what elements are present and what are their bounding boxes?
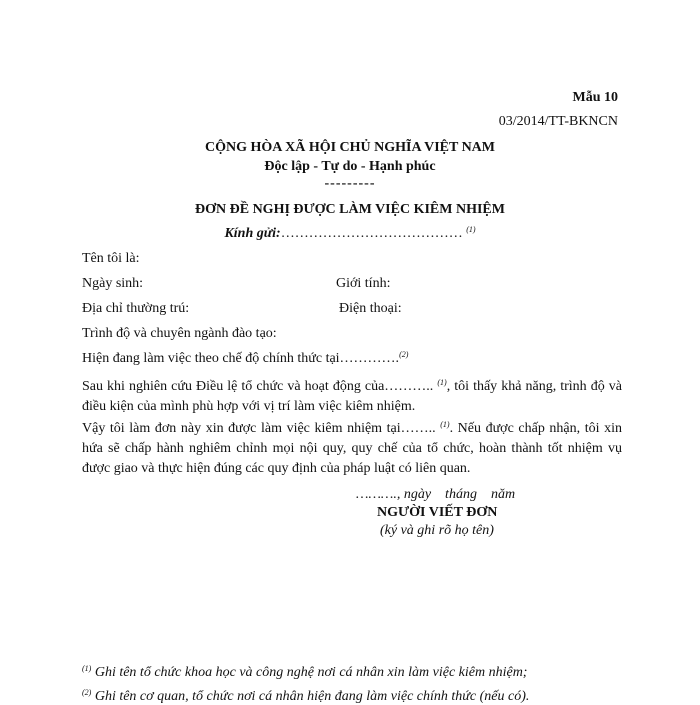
footnote-mark: (2) xyxy=(82,688,92,697)
dob-field: Ngày sinh: xyxy=(82,276,144,291)
name-field: Tên tôi là: xyxy=(82,251,140,266)
circular-number: 03/2014/TT-BKNCN xyxy=(498,114,618,129)
footnote-mark: (1) xyxy=(82,664,92,673)
addressee-dots: ………………………………… xyxy=(280,226,467,241)
address-field: Địa chỉ thường trú: xyxy=(82,301,190,316)
national-motto: Độc lập - Tự do - Hạnh phúc xyxy=(264,159,436,174)
footnote-ref: (1) xyxy=(440,420,450,429)
signer-title: NGƯỜI VIẾT ĐƠN xyxy=(377,505,498,520)
employment-text: Hiện đang làm việc theo chế độ chính thức tại…………. xyxy=(82,351,400,366)
footnote-text: Ghi tên tổ chức khoa học và công nghệ nơi cá nhân xin làm việc kiêm nhiệm; xyxy=(91,665,528,680)
paragraph-research-start: Sau khi nghiên cứu Điều lệ tổ chức và hoạt động của……….. xyxy=(82,379,438,394)
paragraph-research-end: , tôi thấy khả năng, trình độ và điều kiện của mình phù hợp với vị trí làm việc kiêm nhiệm. xyxy=(82,379,622,414)
education-field: Trình độ và chuyên ngành đào tạo: xyxy=(82,326,277,341)
footnote-ref: (2) xyxy=(399,350,409,359)
national-title: CỘNG HÒA XÃ HỘI CHỦ NGHĨA VIỆT NAM xyxy=(204,140,495,155)
paragraph-request xyxy=(82,415,622,479)
phone-field: Điện thoại: xyxy=(339,301,402,316)
form-number: Mẫu 10 xyxy=(572,90,618,105)
footnote-2 xyxy=(82,688,529,705)
addressee-line xyxy=(0,225,700,242)
signature-date: ………., ngày tháng năm xyxy=(356,487,516,502)
gender-field: Giới tính: xyxy=(336,276,391,291)
footnote-ref: (1) xyxy=(437,378,447,387)
footnote-text: Ghi tên cơ quan, tổ chức nơi cá nhân hiện đang làm việc chính thức (nếu có). xyxy=(91,689,530,704)
form-title: ĐƠN ĐỀ NGHỊ ĐƯỢC LÀM VIỆC KIÊM NHIỆM xyxy=(195,202,505,217)
paragraph-request-start: Vậy tôi làm đơn này xin được làm việc kiêm nhiệm tại…….. xyxy=(82,421,441,436)
header-rule: --------- xyxy=(324,176,376,191)
paragraph-research xyxy=(82,373,622,417)
paragraph-request-end: . Nếu được chấp nhận, tôi xin hứa sẽ chấp hành nghiêm chỉnh mọi nội quy, quy chế của tổ chức, hoàn thành tốt nhiệm vụ được giao và thực hiện đúng các quy định của pháp luật có liên quan. xyxy=(82,421,622,476)
signature-instruction: (ký và ghi rõ họ tên) xyxy=(380,523,494,538)
footnote-1 xyxy=(82,664,527,681)
addressee-label: Kính gửi: xyxy=(224,226,281,241)
footnote-ref: (1) xyxy=(466,225,476,234)
employment-field xyxy=(82,350,408,367)
